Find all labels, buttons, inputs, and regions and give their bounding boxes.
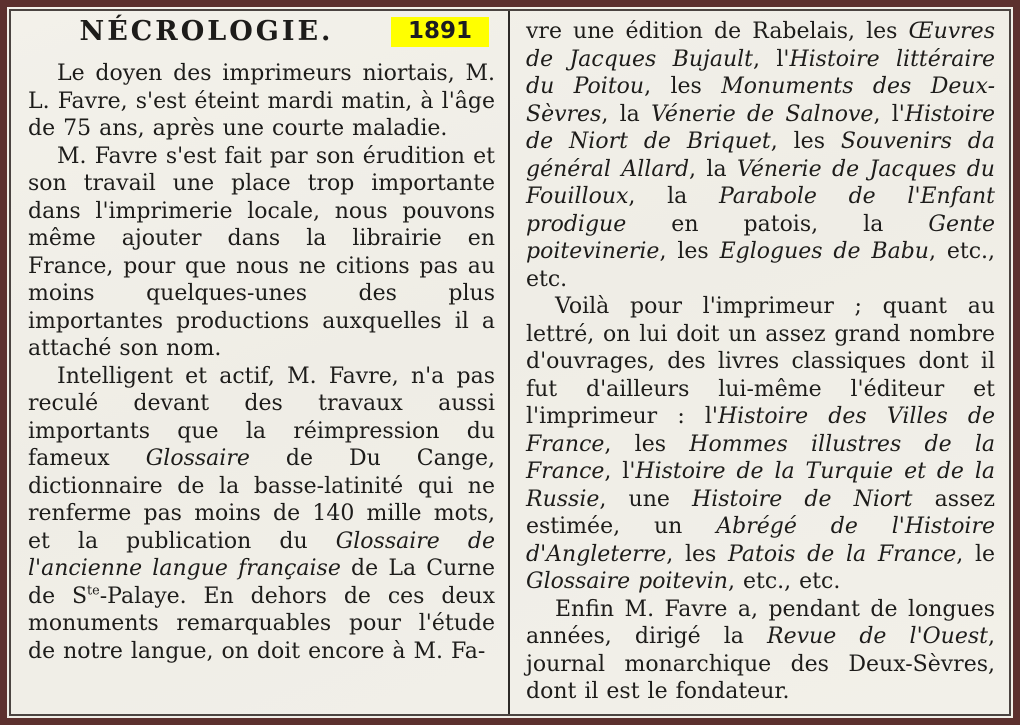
text-segment: Le doyen des imprimeurs niortais, M. L. Favre, s'est éteint mardi matin, à l'âge de 75 ans, après une courte maladie. [28,61,495,141]
text-segment: , etc., etc. [526,239,995,292]
text-segment: Parabole de l'Enfant prodigue [526,184,995,237]
text-segment: Souvenirs da général Allard [526,129,995,182]
paragraph [28,60,495,143]
text-segment: , les [666,541,729,567]
text-segment: , les [604,431,690,457]
text-segment: , l' [604,459,636,484]
text-segment: de La Curne de S [28,556,495,609]
paragraph [526,596,995,706]
paragraph [526,18,995,293]
text-segment: Histoire des Villes de France [526,404,995,457]
text-segment: de Du Cange, dictionnaire de la basse-latinité qui ne renferme pas moins de 140 mille mots, et la publication du [28,446,495,554]
text-segment: Glossaire de l'ancienne langue française [28,528,495,581]
text-segment: M. Favre s'est fait par son érudition et son travail une place trop importante dans l'imprimerie locale, nous pouvons même ajouter dans la librairie en France, pour que nous ne citions pas au moins quelques-unes des plus importantes productions auxquelles il a attaché son nom. [28,143,495,361]
text-segment: , le [956,541,996,567]
text-segment: , les [644,74,722,99]
year-highlight-badge: 1891 [391,17,489,47]
text-segment: Voilà pour l'imprimeur ; quant au lettré, on lui doit un assez grand nombre d'ouvrages, des livres classiques dont il fut d'ailleurs lui-même l'éditeur et l'imprimeur : l' [526,294,995,429]
text-segment: Revue de l'Ouest [767,624,988,649]
text-segment: , la [689,156,737,182]
text-segment: assez estimée, un [526,486,995,539]
text-segment: , les [659,239,720,264]
text-segment: , l' [873,101,905,127]
left-column-text [28,60,495,665]
page-title: NÉCROLOGIE. [79,16,334,47]
text-segment: Vénerie de Salnove [651,101,874,127]
right-column-text [526,18,995,706]
text-segment: , l' [753,46,790,72]
text-segment: en patois, la [626,211,929,237]
paragraph [28,143,495,363]
text-segment: , etc., etc. [727,569,841,594]
text-segment: Histoire de Niort [692,486,913,512]
text-segment: Glossaire poitevin [526,569,728,594]
text-segment: Enfin M. Favre a, pendant de longues années, dirigé la [526,596,995,649]
text-segment: Patois de la France [728,541,957,567]
left-column [11,11,510,714]
text-segment: Gente poitevinerie [526,211,995,264]
right-column [510,11,1009,714]
text-segment: -Palaye. En dehors de ces deux monuments remarquables pour l'étude de notre langue, on doit encore à M. Fa- [28,583,495,664]
text-segment: Histoire littéraire du Poitou [526,46,995,99]
text-segment: , la [628,184,719,209]
text-segment: , la [601,101,652,127]
columns-container [11,11,1009,714]
text-segment: Monuments des Deux-Sèvres [526,74,996,127]
text-segment: te [87,583,100,599]
paragraph [526,293,995,596]
paragraph [28,363,495,666]
text-segment: Abrégé de l'Histoire d'Angleterre [526,514,996,567]
text-segment: Vénerie de Jacques du Fouilloux [526,156,995,209]
text-segment: Intelligent et actif, M. Favre, n'a pas reculé devant des travaux aussi importants que la réimpression du fameux [28,363,495,471]
text-segment: Hommes illustres de la France [526,431,996,484]
text-segment: vre une édition de Rabelais, les [526,19,909,44]
text-segment: Œuvres de Jacques Bujault [526,19,995,72]
text-segment: , une [599,486,693,512]
text-segment: , journal monarchique des Deux-Sèvres, dont il est le fondateur. [526,624,995,704]
text-segment: Glossaire [145,446,250,471]
title-row [28,16,495,58]
text-segment: Eglogues de Babu [719,239,929,264]
text-segment: , les [770,129,841,154]
text-segment: Histoire de Niort de Briquet [526,101,995,154]
text-segment: Histoire de la Turquie et de la Russie [526,459,995,512]
